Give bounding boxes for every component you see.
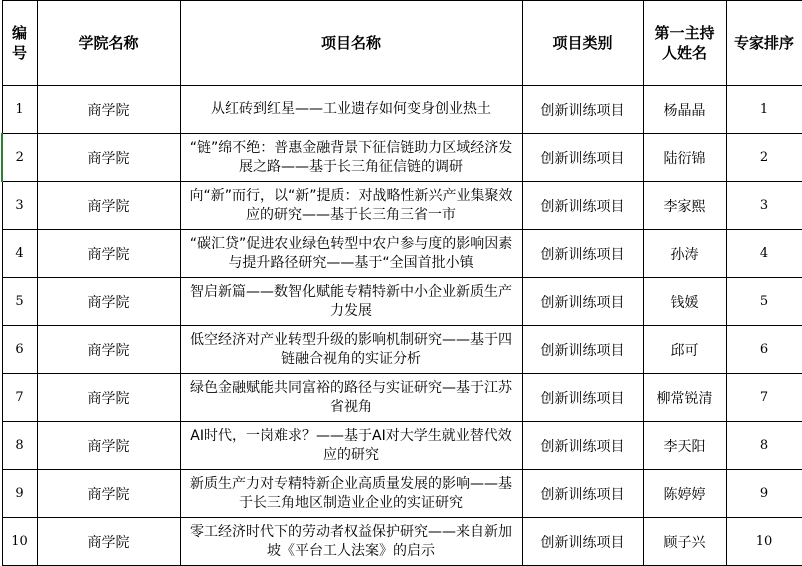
cell-category: 创新训练项目 [522, 134, 643, 182]
cell-host: 李家熙 [643, 182, 726, 230]
cell-college: 商学院 [37, 134, 180, 182]
header-row [2, 1, 802, 86]
cell-category: 创新训练项目 [522, 230, 643, 278]
cell-no: 8 [2, 422, 37, 470]
cell-rank: 1 [726, 86, 802, 134]
table-row [2, 86, 802, 134]
table-row [2, 374, 802, 422]
table-row [2, 278, 802, 326]
project-name-text: “链”绵不绝：普惠金融背景下征信链助力区域经济发展之路——基于长三角征信链的调研 [189, 139, 513, 175]
cell-host: 陆衍锦 [643, 134, 726, 182]
cell-host: 柳常锐清 [643, 374, 726, 422]
cell-college: 商学院 [37, 470, 180, 518]
header-host: 第一主持人姓名 [643, 1, 726, 86]
cell-rank: 3 [726, 182, 802, 230]
table-row [2, 134, 802, 182]
header-category: 项目类别 [522, 1, 643, 86]
cell-project-name [180, 470, 522, 518]
cell-host: 李天阳 [643, 422, 726, 470]
table-row [2, 182, 802, 230]
cell-project-name [180, 422, 522, 470]
cell-rank: 10 [726, 518, 802, 566]
header-college: 学院名称 [37, 1, 180, 86]
cell-category: 创新训练项目 [522, 326, 643, 374]
cell-rank: 7 [726, 374, 802, 422]
cell-no: 3 [2, 182, 37, 230]
cell-college: 商学院 [37, 422, 180, 470]
project-name-text: 向“新”而行，以“新”提质：对战略性新兴产业集聚效应的研究——基于长三角三省一市 [189, 187, 513, 223]
cell-host: 邱可 [643, 326, 726, 374]
project-name-text: 智启新篇——数智化赋能专精特新中小企业新质生产力发展 [190, 283, 512, 319]
cell-category: 创新训练项目 [522, 422, 643, 470]
cell-category: 创新训练项目 [522, 182, 643, 230]
cell-college: 商学院 [37, 374, 180, 422]
cell-host: 钱媛 [643, 278, 726, 326]
project-name-text: “碳汇贷”促进农业绿色转型中农户参与度的影响因素与提升路径研究——基于“全国首批小镇 [189, 235, 513, 271]
cell-no: 4 [2, 230, 37, 278]
project-table [1, 0, 802, 566]
header-project-name: 项目名称 [180, 1, 522, 86]
table-row [2, 230, 802, 278]
cell-category: 创新训练项目 [522, 470, 643, 518]
cell-no: 2 [2, 134, 37, 182]
cell-category: 创新训练项目 [522, 374, 643, 422]
project-name-text: 低空经济对产业转型升级的影响机制研究——基于四链融合视角的实证分析 [190, 331, 512, 367]
cell-host: 顾子兴 [643, 518, 726, 566]
cell-project-name [180, 182, 522, 230]
cell-project-name [180, 374, 522, 422]
cell-college: 商学院 [37, 182, 180, 230]
cell-rank: 8 [726, 422, 802, 470]
cell-project-name [180, 230, 522, 278]
cell-rank: 2 [726, 134, 802, 182]
header-rank: 专家排序 [726, 1, 802, 86]
cell-project-name [180, 134, 522, 182]
cell-category: 创新训练项目 [522, 278, 643, 326]
cell-rank: 5 [726, 278, 802, 326]
table-row [2, 470, 802, 518]
project-name-text: AI时代，一岗难求？——基于AI对大学生就业替代效应的研究 [190, 427, 512, 463]
table-row [2, 518, 802, 566]
cell-rank: 6 [726, 326, 802, 374]
project-name-text: 绿色金融赋能共同富裕的路径与实证研究—基于江苏省视角 [190, 379, 512, 415]
project-name-text: 新质生产力对专精特新企业高质量发展的影响——基于长三角地区制造业企业的实证研究 [190, 475, 512, 511]
cell-project-name [180, 518, 522, 566]
table-row [2, 422, 802, 470]
table-row [2, 326, 802, 374]
cell-project-name [180, 278, 522, 326]
cell-no: 9 [2, 470, 37, 518]
cell-college: 商学院 [37, 278, 180, 326]
cell-no: 10 [2, 518, 37, 566]
cell-host: 杨晶晶 [643, 86, 726, 134]
cell-project-name [180, 326, 522, 374]
cell-host: 孙涛 [643, 230, 726, 278]
cell-no: 7 [2, 374, 37, 422]
project-name-text: 从红砖到红星——工业遗存如何变身创业热土 [211, 101, 491, 117]
cell-no: 1 [2, 86, 37, 134]
cell-project-name [180, 86, 522, 134]
project-name-text: 零工经济时代下的劳动者权益保护研究——来自新加坡《平台工人法案》的启示 [190, 523, 512, 559]
cell-category: 创新训练项目 [522, 518, 643, 566]
cell-college: 商学院 [37, 518, 180, 566]
cell-college: 商学院 [37, 86, 180, 134]
cell-college: 商学院 [37, 230, 180, 278]
cell-category: 创新训练项目 [522, 86, 643, 134]
header-no: 编号 [2, 1, 37, 86]
cell-no: 5 [2, 278, 37, 326]
cell-college: 商学院 [37, 326, 180, 374]
cell-rank: 9 [726, 470, 802, 518]
cell-rank: 4 [726, 230, 802, 278]
cell-host: 陈婷婷 [643, 470, 726, 518]
cell-no: 6 [2, 326, 37, 374]
